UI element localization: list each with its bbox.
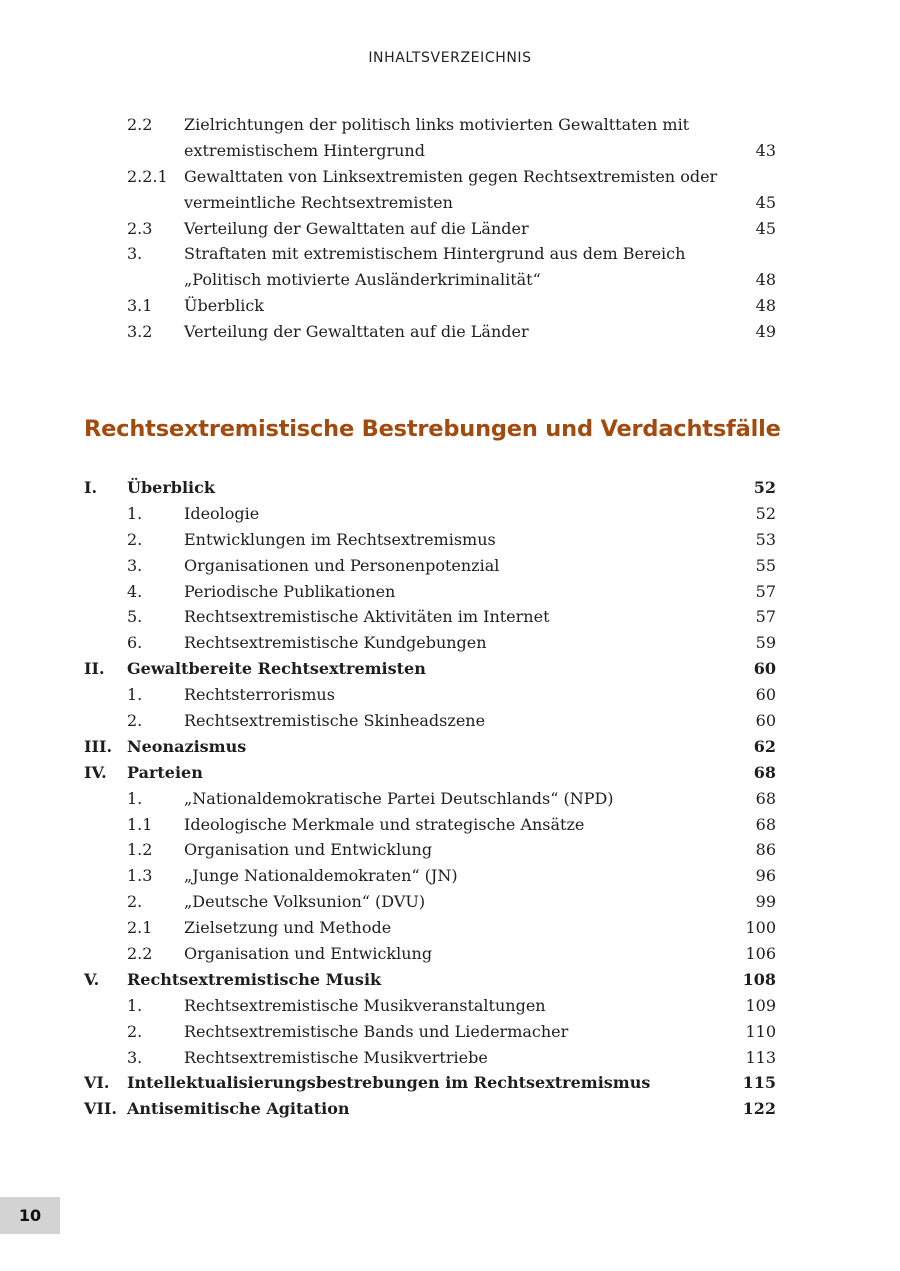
entry-number: I.: [84, 478, 98, 497]
entry-page: 60: [755, 685, 776, 705]
entry-title: Gewaltbereite Rechtsextremisten: [127, 659, 426, 679]
entry-number: VI.: [84, 1073, 110, 1093]
entry-title: Periodische Publikationen: [184, 581, 396, 601]
entry-title: „Junge Nationaldemokraten“ (JN): [184, 866, 458, 886]
entry-number: 6.: [127, 633, 143, 653]
toc-entry-continuation[interactable]: [0, 138, 900, 164]
toc-entry[interactable]: [0, 630, 900, 656]
toc-section: [0, 475, 900, 1122]
toc-entry[interactable]: [0, 293, 900, 319]
entry-page: 43: [755, 140, 776, 160]
entry-title: Straftaten mit extremistischem Hintergrund aus dem Bereich: [184, 244, 686, 264]
entry-title: Gewalttaten von Linksextremisten gegen Rechtsextremisten oder: [184, 166, 718, 186]
entry-page: 122: [742, 1099, 776, 1119]
entry-title: Organisation und Entwicklung: [184, 944, 433, 964]
entry-title: Rechtsextremistische Musikveranstaltungen: [184, 995, 546, 1015]
entry-page: 109: [745, 995, 776, 1015]
entry-number: 2.2: [127, 115, 153, 134]
toc-entry[interactable]: [0, 941, 900, 967]
entry-page: 68: [753, 762, 776, 782]
entry-page: 113: [745, 1047, 776, 1067]
toc-chapter[interactable]: [0, 1096, 900, 1122]
toc-entry[interactable]: [0, 112, 900, 138]
entry-title: Rechtsextremistische Aktivitäten im Internet: [184, 607, 550, 627]
entry-title: Rechtsextremistische Musikvertriebe: [184, 1047, 488, 1067]
entry-title: Zielrichtungen der politisch links motivierten Gewalttaten mit: [184, 115, 690, 134]
entry-title: Verteilung der Gewalttaten auf die Länder: [184, 322, 529, 342]
toc-entry[interactable]: [0, 241, 900, 267]
entry-page: 45: [755, 192, 776, 212]
entry-title: Parteien: [127, 762, 203, 782]
entry-number: 2.1: [127, 918, 153, 938]
entry-title: Antisemitische Agitation: [127, 1099, 350, 1119]
entry-page: 100: [745, 918, 776, 938]
entry-page: 68: [755, 788, 776, 808]
entry-page: 108: [742, 969, 776, 989]
entry-title: vermeintliche Rechtsextremisten: [184, 192, 453, 212]
toc-entry[interactable]: [0, 786, 900, 812]
toc-chapter[interactable]: [0, 760, 900, 786]
toc-entry[interactable]: [0, 915, 900, 941]
toc-entry-continuation[interactable]: [0, 267, 900, 293]
entry-number: 1.: [127, 685, 143, 705]
entry-number: 3.1: [127, 296, 153, 316]
entry-title: Rechtsextremistische Skinheadszene: [184, 711, 486, 731]
toc-chapter[interactable]: [0, 475, 900, 501]
toc-entry[interactable]: [0, 1019, 900, 1045]
toc-chapter[interactable]: [0, 967, 900, 993]
toc-entry[interactable]: [0, 216, 900, 242]
toc-entry[interactable]: [0, 501, 900, 527]
entry-number: III.: [84, 736, 113, 756]
entry-title: Ideologie: [184, 503, 260, 523]
toc-entry-continuation[interactable]: [0, 190, 900, 216]
entry-page: 48: [755, 270, 776, 290]
entry-title: Zielsetzung und Methode: [184, 918, 392, 938]
entry-page: 115: [742, 1073, 776, 1093]
entry-title: extremistischem Hintergrund: [184, 140, 425, 160]
entry-number: II.: [84, 659, 105, 679]
entry-page: 110: [745, 1021, 776, 1041]
entry-number: 1.: [127, 995, 143, 1015]
entry-number: 3.2: [127, 322, 153, 342]
entry-number: 2.3: [127, 218, 153, 238]
entry-title: Überblick: [184, 296, 264, 316]
entry-page: 62: [753, 736, 776, 756]
entry-number: 3.: [127, 1047, 143, 1067]
entry-title: Entwicklungen im Rechtsextremismus: [184, 529, 496, 549]
toc-entry[interactable]: [0, 527, 900, 553]
toc-entry[interactable]: [0, 579, 900, 605]
entry-number: 4.: [127, 581, 143, 601]
toc-entry[interactable]: [0, 708, 900, 734]
entry-title: Überblick: [127, 478, 215, 497]
toc-chapter[interactable]: [0, 656, 900, 682]
entry-page: 96: [755, 866, 776, 886]
entry-page: 59: [755, 633, 776, 653]
entry-title: „Deutsche Volksunion“ (DVU): [184, 892, 426, 912]
entry-number: 3.: [127, 555, 143, 575]
page-number: 10: [0, 1197, 60, 1234]
toc-chapter[interactable]: [0, 734, 900, 760]
entry-page: 52: [753, 478, 776, 497]
toc-chapter[interactable]: [0, 1070, 900, 1096]
entry-page: 60: [755, 711, 776, 731]
entry-number: 2.: [127, 711, 143, 731]
entry-page: 55: [755, 555, 776, 575]
entry-page: 57: [755, 581, 776, 601]
entry-page: 48: [755, 296, 776, 316]
entry-page: 60: [753, 659, 776, 679]
entry-title: Verteilung der Gewalttaten auf die Länder: [184, 218, 529, 238]
toc-entry[interactable]: [0, 812, 900, 838]
entry-number: 2.: [127, 892, 143, 912]
entry-page: 49: [755, 322, 776, 342]
entry-number: 2.: [127, 1021, 143, 1041]
entry-number: 2.2: [127, 944, 153, 964]
toc-entry[interactable]: [0, 1045, 900, 1071]
toc-entry[interactable]: [0, 604, 900, 630]
entry-number: 2.2.1: [127, 166, 168, 186]
entry-number: VII.: [84, 1099, 117, 1119]
entry-page: 45: [755, 218, 776, 238]
toc-entry[interactable]: [0, 889, 900, 915]
entry-page: 52: [755, 503, 776, 523]
entry-title: Rechtsextremistische Bands und Liedermacher: [184, 1021, 569, 1041]
entry-title: Rechtsextremistische Kundgebungen: [184, 633, 487, 653]
entry-number: 1.: [127, 788, 143, 808]
section-heading: Rechtsextremistische Bestrebungen und Verdachtsfälle: [84, 416, 781, 442]
toc-continued: [0, 112, 900, 345]
entry-page: 99: [755, 892, 776, 912]
toc-entry[interactable]: [0, 863, 900, 889]
toc-entry[interactable]: [0, 837, 900, 863]
toc-entry[interactable]: [0, 164, 900, 190]
entry-title: Organisation und Entwicklung: [184, 840, 433, 860]
entry-title: „Politisch motivierte Ausländerkriminalität“: [184, 270, 541, 290]
entry-title: Neonazismus: [127, 736, 247, 756]
entry-page: 57: [755, 607, 776, 627]
entry-number: 1.: [127, 503, 143, 523]
toc-entry[interactable]: [0, 553, 900, 579]
toc-entry[interactable]: [0, 993, 900, 1019]
entry-title: Intellektualisierungsbestrebungen im Rechtsextremismus: [127, 1073, 651, 1093]
entry-title: Organisationen und Personenpotenzial: [184, 555, 500, 575]
entry-page: 53: [755, 529, 776, 549]
entry-number: 3.: [127, 244, 143, 264]
entry-number: 1.2: [127, 840, 153, 860]
running-head: INHALTSVERZEICHNIS: [368, 50, 532, 66]
entry-title: „Nationaldemokratische Partei Deutschlands“ (NPD): [184, 788, 614, 808]
entry-title: Rechtsextremistische Musik: [127, 969, 382, 989]
entry-title: Ideologische Merkmale und strategische Ansätze: [184, 814, 585, 834]
entry-number: 2.: [127, 529, 143, 549]
entry-page: 106: [745, 944, 776, 964]
entry-page: 86: [755, 840, 776, 860]
entry-number: 1.3: [127, 866, 153, 886]
entry-number: 5.: [127, 607, 143, 627]
toc-entry[interactable]: [0, 682, 900, 708]
entry-number: V.: [84, 969, 100, 989]
entry-title: Rechtsterrorismus: [184, 685, 335, 705]
toc-entry[interactable]: [0, 319, 900, 345]
entry-number: 1.1: [127, 814, 153, 834]
entry-number: IV.: [84, 762, 107, 782]
entry-page: 68: [755, 814, 776, 834]
